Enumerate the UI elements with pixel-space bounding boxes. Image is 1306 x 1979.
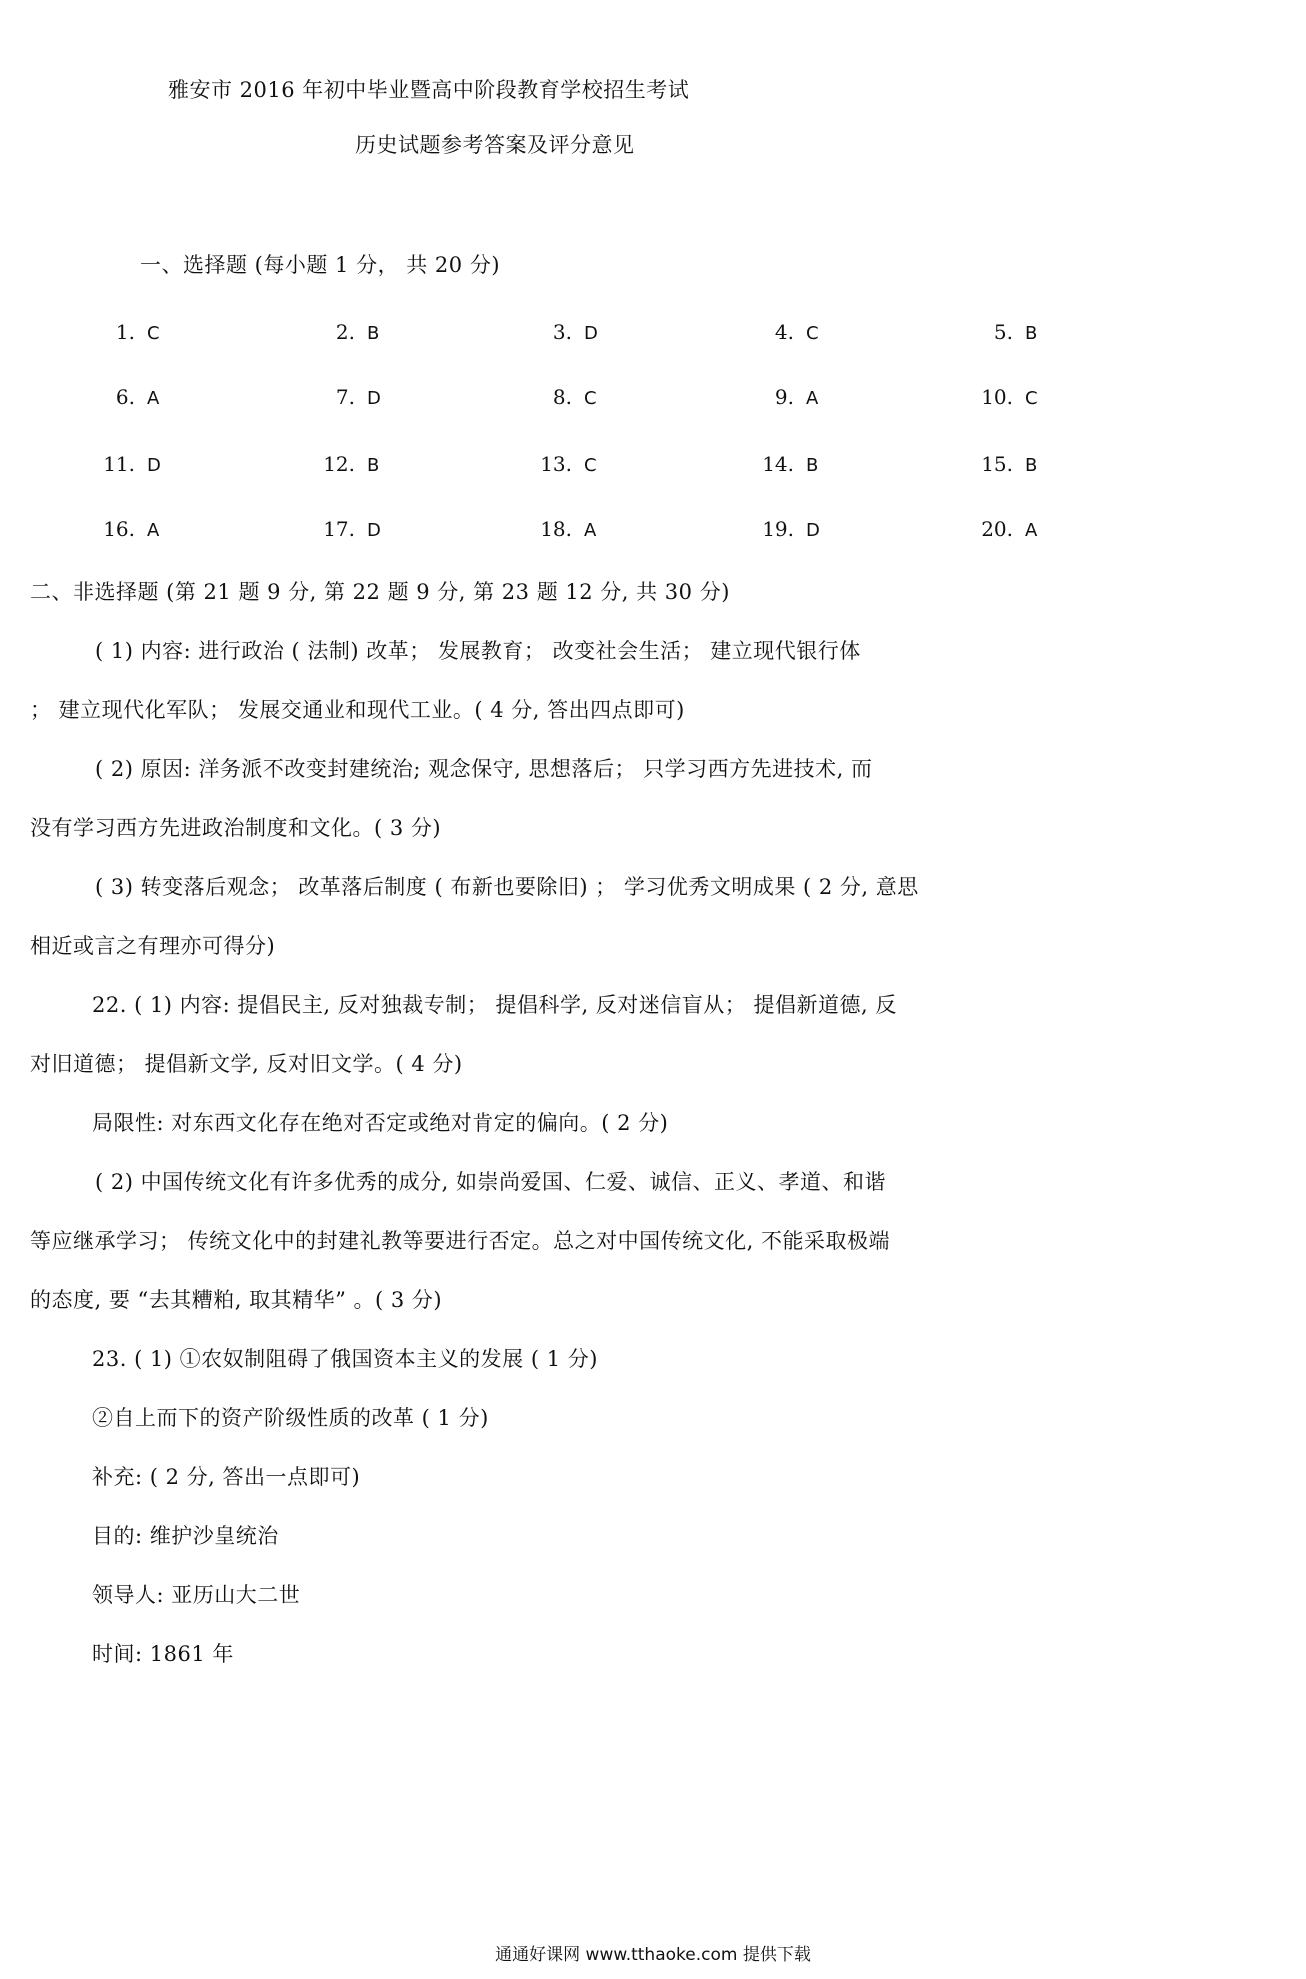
answer-number: 13. (540, 452, 572, 476)
answer-item (305, 515, 381, 545)
answer-number: 19. (762, 517, 794, 541)
page-footer: 通通好课网 www.tthaoke.com 提供下载 (495, 1945, 811, 1965)
q21-part2-line2: 没有学习西方先进政治制度和文化。( 3 分) (30, 816, 442, 840)
answer-number: 2. (335, 320, 355, 344)
q23-leader: 领导人: 亚历山大二世 (92, 1583, 301, 1607)
answer-number: 11. (103, 452, 135, 476)
answer-number: 12. (323, 452, 355, 476)
q23-time: 时间: 1861 年 (92, 1642, 234, 1666)
answer-letter: D (367, 520, 381, 541)
answer-letter: B (806, 455, 819, 476)
answer-letter: A (806, 388, 819, 409)
answer-item (744, 515, 820, 545)
answer-letter: A (584, 520, 597, 541)
q23-part1-item1: 23. ( 1) ①农奴制阻碍了俄国资本主义的发展 ( 1 分) (92, 1347, 598, 1371)
answer-letter: B (367, 323, 380, 344)
answer-item (522, 515, 596, 545)
answer-item (522, 318, 598, 348)
answer-letter: B (367, 455, 380, 476)
answer-item (963, 515, 1037, 545)
q21-part3-line1: ( 3) 转变落后观念； 改革落后制度 ( 布新也要除旧) ； 学习优秀文明成果 ( 2 分, 意思 (95, 875, 919, 899)
answer-item (744, 383, 818, 413)
q22-part1-line2: 对旧道德； 提倡新文学, 反对旧文学。( 4 分) (30, 1052, 463, 1076)
exam-subtitle: 历史试题参考答案及评分意见 (355, 133, 635, 157)
q22-limitation: 局限性: 对东西文化存在绝对否定或绝对肯定的偏向。( 2 分) (92, 1111, 669, 1135)
answer-number: 14. (762, 452, 794, 476)
q22-part2-line3: 的态度, 要 “去其糟粕, 取其精华” 。( 3 分) (30, 1288, 443, 1312)
q21-part1-line1: ( 1) 内容: 进行政治 ( 法制) 改革； 发展教育； 改变社会生活； 建立现代银行体 (95, 639, 861, 663)
answer-number: 3. (552, 320, 572, 344)
answer-letter: A (1025, 520, 1038, 541)
answer-number: 16. (103, 517, 135, 541)
exam-title: 雅安市 2016 年初中毕业暨高中阶段教育学校招生考试 (168, 78, 690, 102)
q23-part1-item2: ②自上而下的资产阶级性质的改革 ( 1 分) (92, 1406, 489, 1430)
answer-item (963, 383, 1038, 413)
answer-item (85, 450, 161, 480)
answer-item (85, 318, 160, 348)
answer-number: 1. (115, 320, 135, 344)
answer-item (305, 383, 381, 413)
answer-letter: A (147, 520, 160, 541)
answer-letter: D (367, 388, 381, 409)
q21-part2-line1: ( 2) 原因: 洋务派不改变封建统治; 观念保守, 思想落后； 只学习西方先进技术, 而 (95, 757, 873, 781)
q23-purpose: 目的: 维护沙皇统治 (92, 1524, 279, 1548)
answer-letter: D (147, 455, 161, 476)
answer-letter: A (147, 388, 160, 409)
answer-letter: B (1025, 323, 1038, 344)
answer-number: 4. (774, 320, 794, 344)
answer-letter: C (806, 323, 819, 344)
q21-part3-line2: 相近或言之有理亦可得分) (30, 934, 276, 958)
answer-item (522, 450, 597, 480)
answer-number: 8. (552, 385, 572, 409)
answer-number: 18. (540, 517, 572, 541)
answer-item (744, 450, 818, 480)
section1-heading: 一、选择题 (每小题 1 分， 共 20 分) (140, 253, 501, 277)
answer-item (85, 515, 159, 545)
answer-letter: B (1025, 455, 1038, 476)
q22-part2-line1: ( 2) 中国传统文化有许多优秀的成分, 如崇尚爱国、仁爱、诚信、正义、孝道、和谐 (95, 1170, 886, 1194)
q23-supplement: 补充: ( 2 分, 答出一点即可) (92, 1465, 361, 1489)
answer-number: 5. (993, 320, 1013, 344)
answer-letter: C (1025, 388, 1038, 409)
q22-part1-line1: 22. ( 1) 内容: 提倡民主, 反对独裁专制； 提倡科学, 反对迷信盲从； 提倡新道德, 反 (92, 993, 897, 1017)
answer-number: 10. (981, 385, 1013, 409)
answer-item (522, 383, 597, 413)
answer-item (744, 318, 819, 348)
answer-item (305, 450, 379, 480)
answer-letter: C (147, 323, 160, 344)
q21-part1-line2: ； 建立现代化军队； 发展交通业和现代工业。( 4 分, 答出四点即可) (30, 698, 685, 722)
answer-item (305, 318, 379, 348)
answer-item (85, 383, 159, 413)
answer-letter: C (584, 455, 597, 476)
answer-number: 17. (323, 517, 355, 541)
answer-number: 20. (981, 517, 1013, 541)
answer-number: 7. (335, 385, 355, 409)
answer-letter: D (806, 520, 820, 541)
answer-number: 15. (981, 452, 1013, 476)
answer-number: 9. (774, 385, 794, 409)
answer-number: 6. (115, 385, 135, 409)
q22-part2-line2: 等应继承学习； 传统文化中的封建礼教等要进行否定。总之对中国传统文化, 不能采取极端 (30, 1229, 891, 1253)
section2-heading: 二、非选择题 (第 21 题 9 分, 第 22 题 9 分, 第 23 题 12 分, 共 30 分) (30, 580, 730, 604)
answer-item (963, 450, 1037, 480)
answer-item (963, 318, 1037, 348)
answer-letter: D (584, 323, 598, 344)
answer-letter: C (584, 388, 597, 409)
